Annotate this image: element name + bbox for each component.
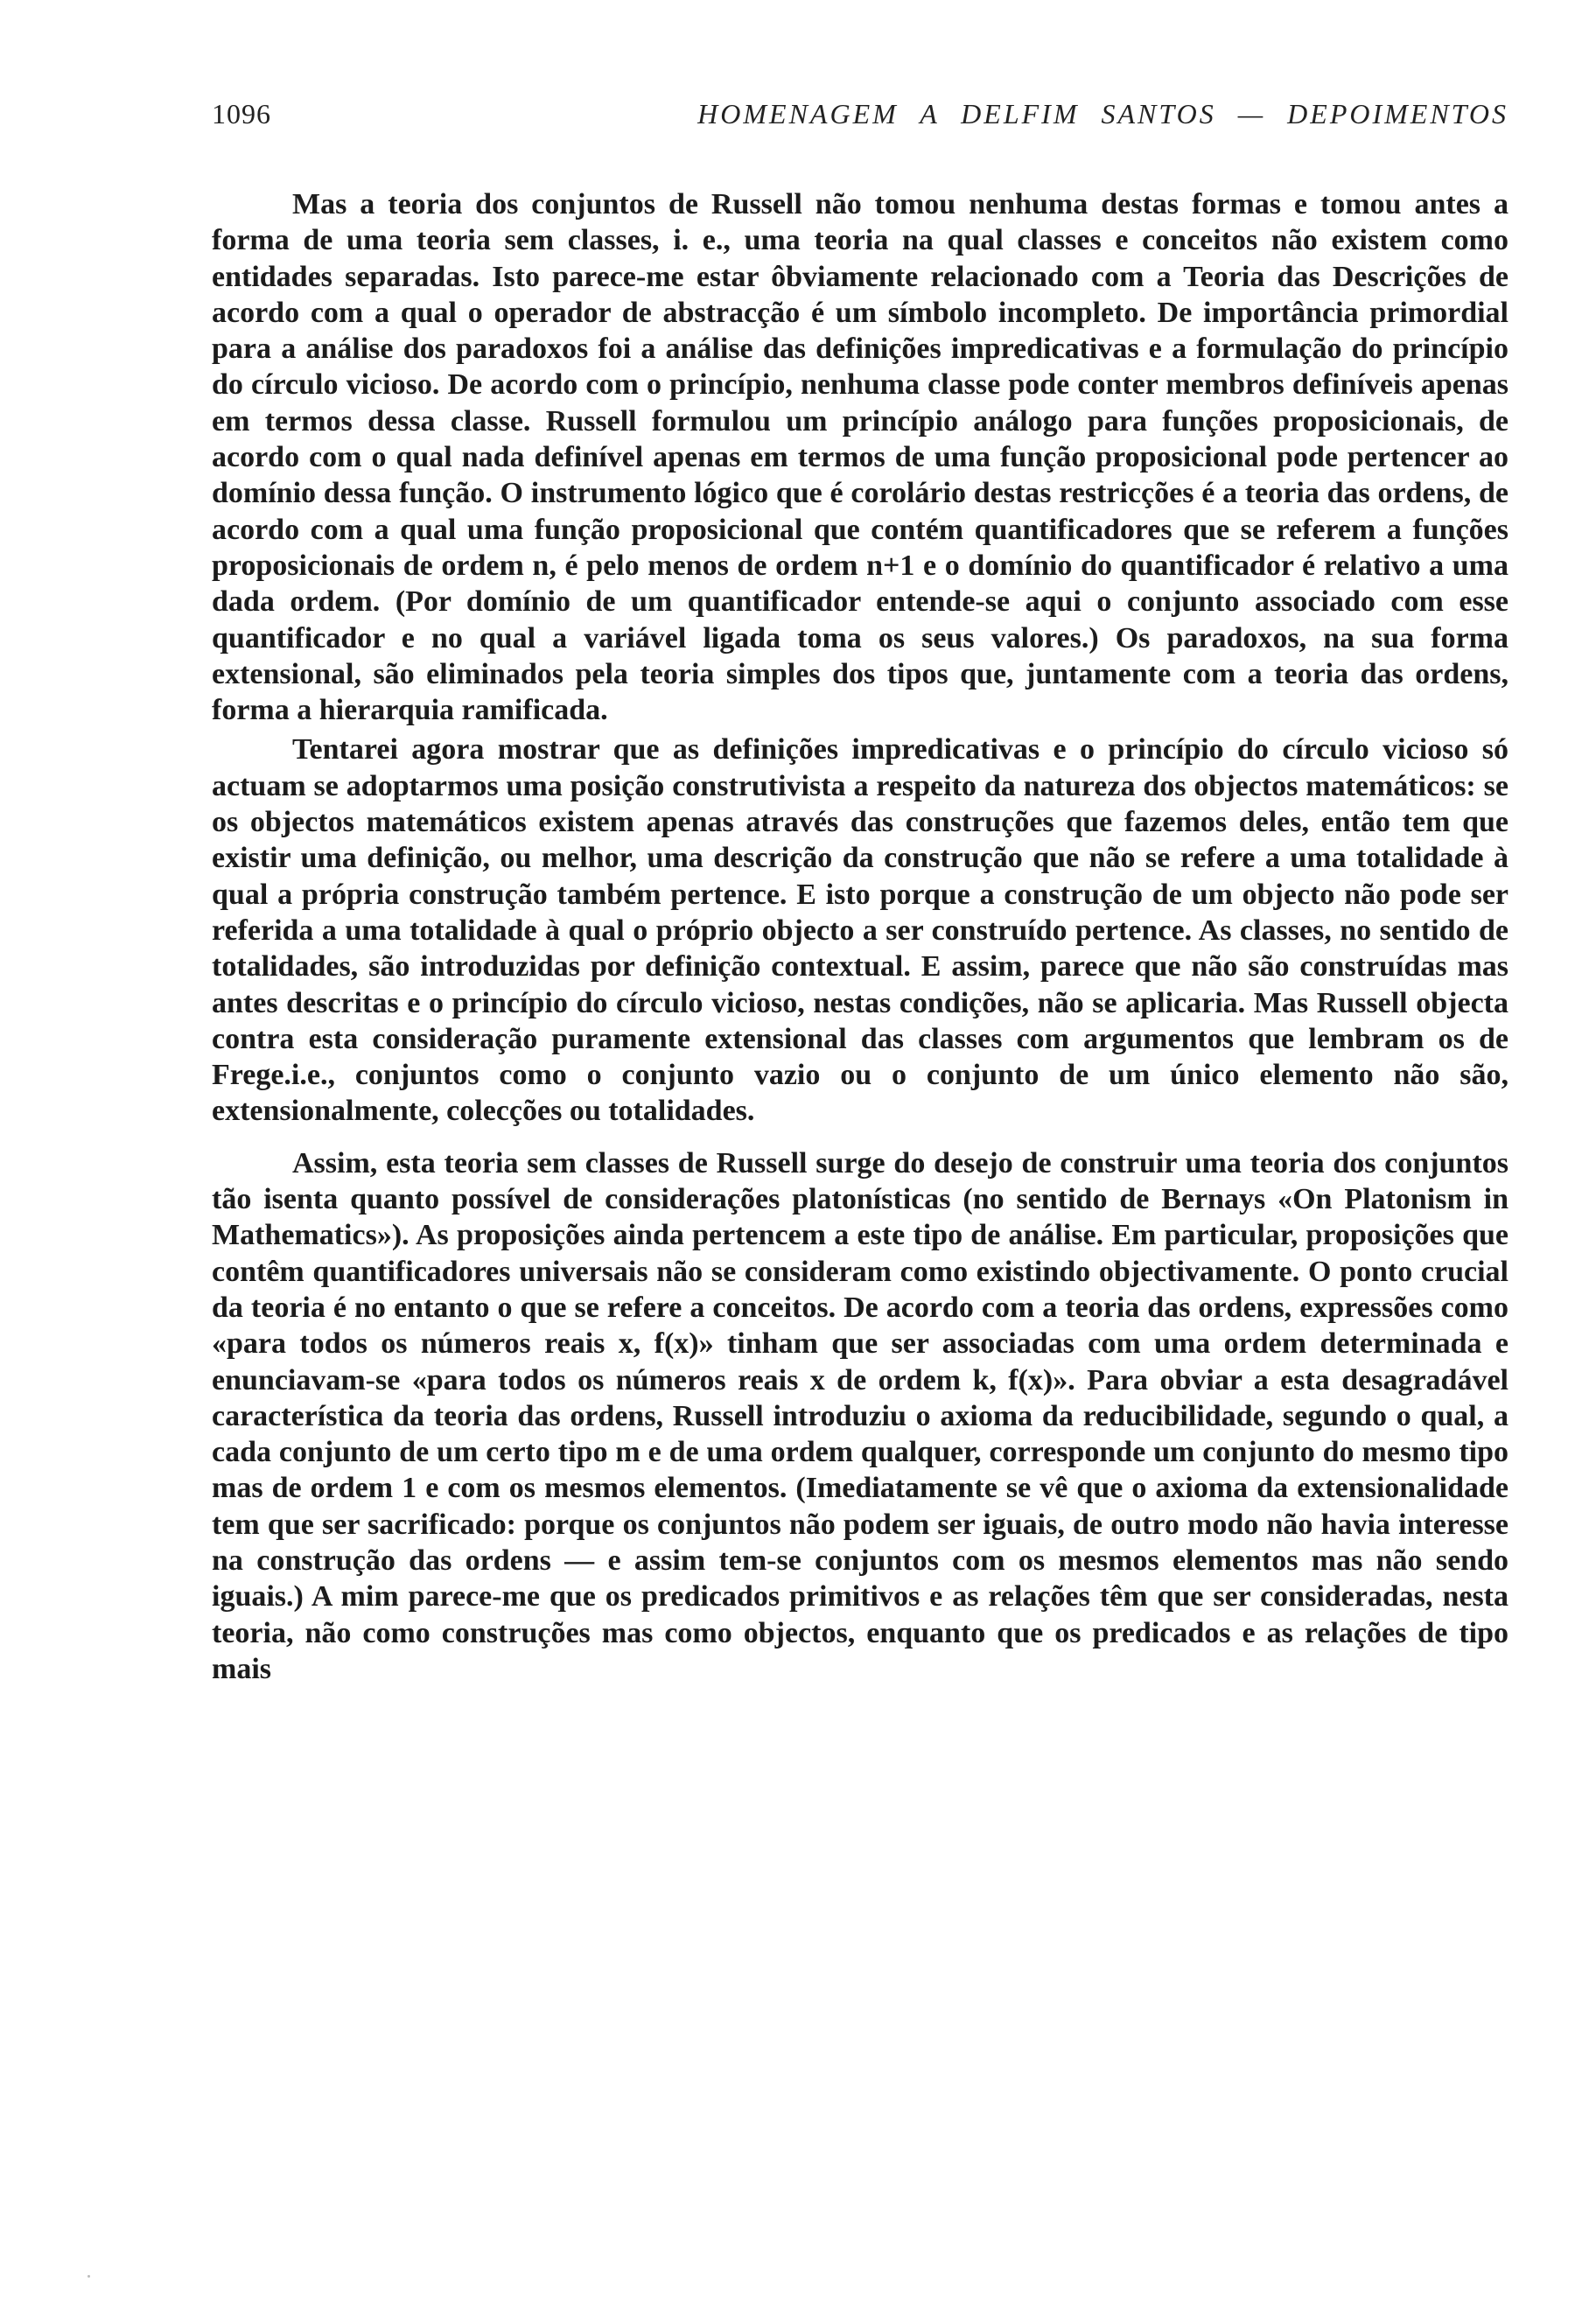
page-number: 1096 <box>212 98 271 130</box>
running-head <box>212 98 1508 136</box>
body-text <box>212 186 1508 1687</box>
scan-speck <box>88 2275 90 2278</box>
paragraph-3: Assim, esta teoria sem classes de Russell surge do desejo de construir uma teoria dos conjuntos tão isenta quanto possível de considerações platonísticas (no sentido de Bernays «On Platonism in Mathematics»). As proposições ainda pertencem a este tipo de análise. Em particular, proposições que contêm quantificadores universais não se consideram como existindo objectivamente. O ponto crucial da teoria é no entanto o que se refere a conceitos. De acordo com a teoria das ordens, expressões como «para todos os números reais x, f(x)» tinham que ser associadas com uma ordem determinada e enunciavam-se «para todos os números reais x de ordem k, f(x)». Para obviar a esta desagradável característica da teoria das ordens, Russell introduziu o axioma da reducibilidade, segundo o qual, a cada conjunto de um certo tipo m e de uma ordem qualquer, corresponde um conjunto do mesmo tipo mas de ordem 1 e com os mesmos elementos. (Imediatamente se vê que o axioma da extensionalidade tem que ser sacrificado: porque os conjuntos não podem ser iguais, de outro modo não havia interesse na construção das ordens — e assim tem-se conjuntos com os mesmos elementos mas não sendo iguais.) A mim parece-me que os predicados primitivos e as relações têm que ser consideradas, nesta teoria, não como construções mas como objectos, enquanto que os predicados e as relações de tipo mais <box>212 1146 1508 1685</box>
running-title: HOMENAGEM A DELFIM SANTOS — DEPOIMENTOS <box>697 98 1508 130</box>
paragraph-1: Mas a teoria dos conjuntos de Russell não tomou nenhuma destas formas e tomou antes a forma de uma teoria sem classes, i. e., uma teoria na qual classes e conceitos não existem como entidades separadas. Isto parece-me estar ôbviamente relacionado com a Teoria das Descrições de acordo com a qual o operador de abstracção é um símbolo incompleto. De importância primordial para a análise dos paradoxos foi a análise das definições impredicativas e a formulação do princípio do círculo vicioso. De acordo com o princípio, nenhuma classe pode conter membros definíveis apenas em termos dessa classe. Russell formulou um princípio análogo para funções proposicionais, de acordo com o qual nada definível apenas em termos de uma função proposicional pode pertencer ao domínio dessa função. O instrumento lógico que é corolário destas restricções é a teoria das ordens, de acordo com a qual uma função proposicional que contém quantificadores que se referem a funções proposicionais de ordem n, é pelo menos de ordem n+1 e o domínio do quantificador é relativo a uma dada ordem. (Por domínio de um quantificador entende-se aqui o conjunto associado com esse quantificador e no qual a variável ligada toma os seus valores.) Os paradoxos, na sua forma extensional, são eliminados pela teoria simples dos tipos que, juntamente com a teoria das ordens, forma a hierarquia ramificada. <box>212 188 1508 727</box>
paragraph-2: Tentarei agora mostrar que as definições impredicativas e o princípio do círculo vicioso só actuam se adoptarmos uma posição construtivista a respeito da natureza dos objectos matemáticos: se os objectos matemáticos existem apenas através das construções que fazemos deles, então tem que existir uma definição, ou melhor, uma descrição da construção que não se refere a uma totalidade à qual a própria construção também pertence. E isto porque a construção de um objecto não pode ser referida a uma totalidade à qual o próprio objecto a ser construído pertence. As classes, no sentido de totalidades, são introduzidas por definição contextual. E assim, parece que não são construídas mas antes descritas e o princípio do círculo vicioso, nestas condições, não se aplicaria. Mas Russell objecta contra esta consideração puramente extensional das classes com argumentos que lembram os de Frege.i.e., conjuntos como o conjunto vazio ou o conjunto de um único elemento não são, extensionalmente, colecções ou totalidades. <box>212 733 1508 1128</box>
